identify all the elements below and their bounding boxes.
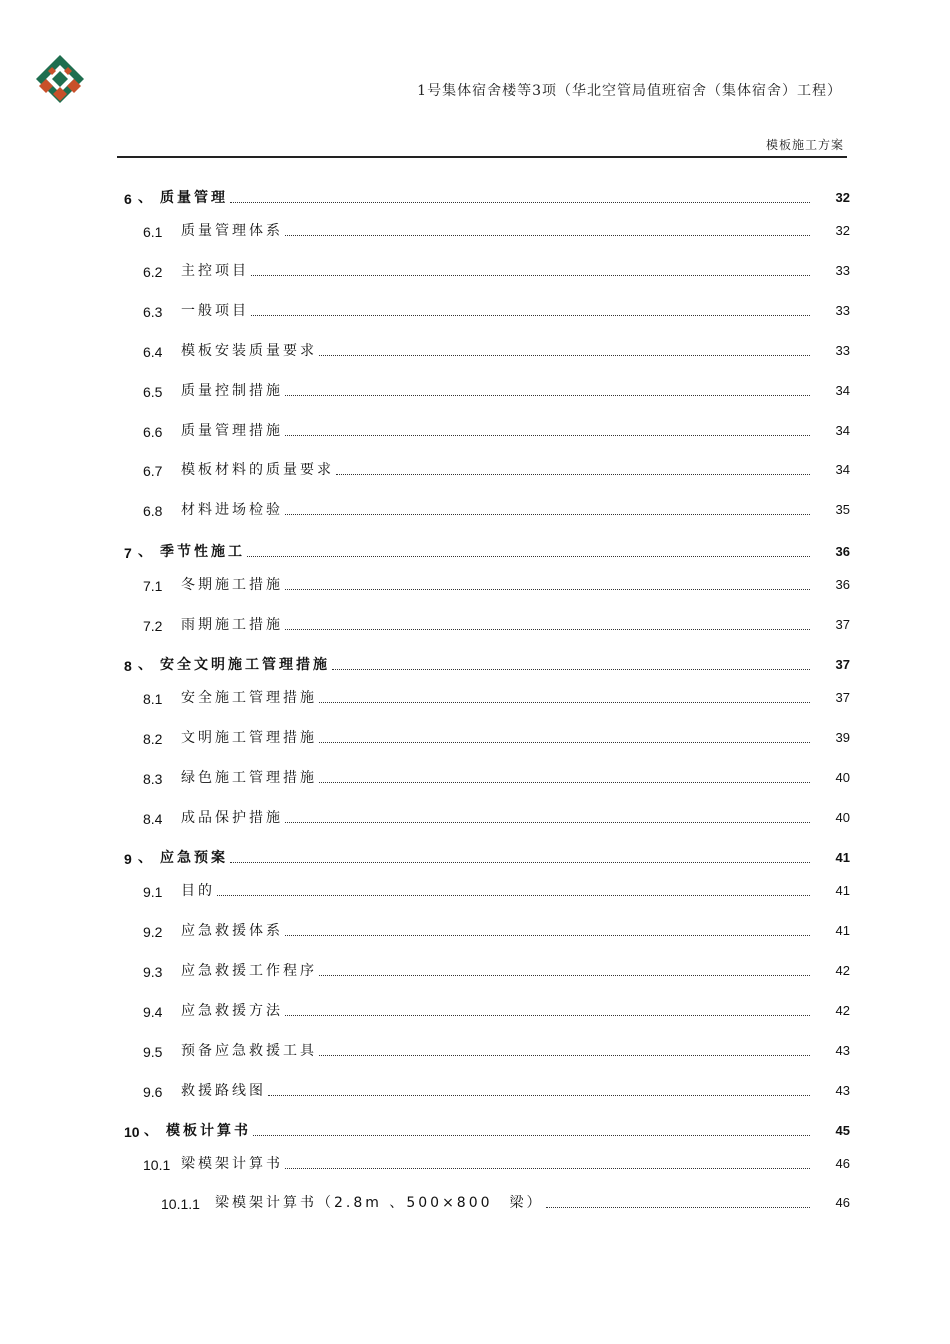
toc-entry-title: 预备应急救援工具 — [181, 1043, 317, 1059]
toc-entry-title: 应急救援体系 — [181, 923, 283, 939]
toc-entry-page: 39 — [835, 730, 850, 745]
company-logo-icon — [34, 53, 86, 105]
toc-entry-page: 43 — [835, 1083, 850, 1098]
toc-entry-title: 目的 — [181, 883, 215, 899]
toc-entry-page: 41 — [835, 883, 850, 898]
toc-entry-title: 主控项目 — [181, 263, 249, 279]
toc-entry[interactable] — [0, 845, 950, 867]
toc-entry-title: 材料进场检验 — [181, 502, 283, 518]
toc-entry[interactable] — [0, 457, 950, 479]
toc-entry[interactable] — [0, 378, 950, 400]
toc-entry-number: 6.8 — [143, 503, 163, 519]
toc-entry-page: 36 — [835, 544, 850, 559]
toc-entry[interactable] — [0, 918, 950, 940]
toc-entry-number: 9.5 — [143, 1044, 163, 1060]
toc-entry-page: 35 — [835, 502, 850, 517]
toc-entry-title: 质量控制措施 — [181, 383, 283, 399]
toc-entry-page: 42 — [835, 1003, 850, 1018]
toc-entry-title: 模板计算书 — [166, 1123, 251, 1139]
toc-entry-page: 42 — [835, 963, 850, 978]
toc-entry-number: 9 — [124, 851, 132, 867]
toc-entry[interactable] — [0, 765, 950, 787]
toc-entry-page: 34 — [835, 383, 850, 398]
toc-dot-leader — [285, 513, 810, 515]
toc-entry[interactable] — [0, 572, 950, 594]
toc-entry-number: 6 — [124, 191, 132, 207]
toc-entry[interactable] — [0, 338, 950, 360]
toc-entry-title: 质量管理体系 — [181, 223, 283, 239]
toc-entry-title: 安全施工管理措施 — [181, 690, 317, 706]
toc-entry-number: 7.1 — [143, 578, 163, 594]
toc-entry[interactable] — [0, 539, 950, 561]
toc-entry-title: 成品保护措施 — [181, 810, 283, 826]
toc-dot-leader — [285, 394, 810, 396]
toc-entry-title: 绿色施工管理措施 — [181, 770, 317, 786]
toc-entry[interactable] — [0, 1038, 950, 1060]
toc-entry[interactable] — [0, 998, 950, 1020]
toc-entry-page: 34 — [835, 462, 850, 477]
toc-entry-page: 37 — [835, 657, 850, 672]
toc-entry[interactable] — [0, 958, 950, 980]
toc-entry-number: 10.1 — [143, 1157, 171, 1173]
toc-entry-title: 一般项目 — [181, 303, 249, 319]
toc-entry-separator: 、 — [138, 657, 152, 673]
toc-entry-page: 41 — [835, 850, 850, 865]
toc-entry-separator: 、 — [138, 850, 152, 866]
toc-entry[interactable] — [0, 725, 950, 747]
toc-dot-leader — [285, 1167, 810, 1169]
toc-entry-number: 9.6 — [143, 1084, 163, 1100]
toc-entry-number: 6.4 — [143, 344, 163, 360]
toc-entry-title: 质量管理措施 — [181, 423, 283, 439]
toc-dot-leader — [319, 741, 810, 743]
toc-dot-leader — [546, 1206, 810, 1208]
toc-entry[interactable] — [0, 612, 950, 634]
toc-dot-leader — [319, 781, 810, 783]
toc-entry-page: 36 — [835, 577, 850, 592]
toc-entry[interactable] — [0, 418, 950, 440]
toc-entry-number: 7.2 — [143, 618, 163, 634]
toc-dot-leader — [285, 434, 810, 436]
toc-dot-leader — [285, 821, 810, 823]
toc-dot-leader — [253, 1134, 810, 1136]
toc-dot-leader — [285, 234, 810, 236]
toc-entry-title: 季节性施工 — [160, 544, 245, 560]
toc-entry[interactable] — [0, 298, 950, 320]
toc-dot-leader — [285, 628, 810, 630]
toc-entry-number: 6.5 — [143, 384, 163, 400]
toc-entry-page: 45 — [835, 1123, 850, 1138]
toc-entry-title: 应急预案 — [160, 850, 228, 866]
toc-entry-title: 梁模架计算书 — [181, 1156, 283, 1172]
toc-entry-page: 46 — [835, 1195, 850, 1210]
toc-entry-number: 6.6 — [143, 424, 163, 440]
toc-dot-leader — [251, 274, 810, 276]
toc-dot-leader — [319, 354, 810, 356]
toc-entry-number: 8 — [124, 658, 132, 674]
toc-dot-leader — [285, 934, 810, 936]
toc-dot-leader — [319, 974, 810, 976]
toc-entry-number: 9.1 — [143, 884, 163, 900]
toc-entry-page: 40 — [835, 770, 850, 785]
toc-entry-number: 8.2 — [143, 731, 163, 747]
toc-entry-number: 10.1.1 — [161, 1196, 200, 1212]
toc-entry-title: 应急救援方法 — [181, 1003, 283, 1019]
document-header-subtitle: 模板施工方案 — [765, 138, 844, 152]
toc-entry-number: 6.3 — [143, 304, 163, 320]
toc-entry[interactable] — [0, 218, 950, 240]
toc-entry-title: 模板材料的质量要求 — [181, 462, 334, 478]
toc-entry-page: 33 — [835, 343, 850, 358]
toc-entry-page: 37 — [835, 690, 850, 705]
toc-dot-leader — [332, 668, 810, 670]
toc-entry-page: 43 — [835, 1043, 850, 1058]
toc-entry-page: 32 — [835, 223, 850, 238]
toc-entry-separator: 、 — [144, 1123, 158, 1139]
toc-entry[interactable] — [0, 878, 950, 900]
toc-entry[interactable] — [0, 685, 950, 707]
toc-entry-title: 冬期施工措施 — [181, 577, 283, 593]
toc-entry-separator: 、 — [138, 190, 152, 206]
toc-dot-leader — [336, 473, 810, 475]
toc-entry-page: 40 — [835, 810, 850, 825]
toc-entry-title: 模板安装质量要求 — [181, 343, 317, 359]
toc-entry-page: 34 — [835, 423, 850, 438]
toc-entry-title: 救援路线图 — [181, 1083, 266, 1099]
toc-entry-number: 8.1 — [143, 691, 163, 707]
document-header-title: 1号集体宿舍楼等3项（华北空管局值班宿舍（集体宿舍）工程） — [417, 83, 842, 99]
header-divider — [117, 156, 847, 158]
toc-entry-title: 梁模架计算书（2.8m 、500×800 梁） — [215, 1195, 544, 1211]
toc-entry[interactable] — [0, 1151, 950, 1173]
toc-entry-page: 37 — [835, 617, 850, 632]
toc-entry-page: 33 — [835, 263, 850, 278]
toc-entry-page: 32 — [835, 190, 850, 205]
toc-entry-number: 9.3 — [143, 964, 163, 980]
toc-entry-number: 7 — [124, 545, 132, 561]
toc-entry-number: 8.3 — [143, 771, 163, 787]
toc-entry-title: 质量管理 — [160, 190, 228, 206]
toc-entry-page: 46 — [835, 1156, 850, 1171]
toc-entry[interactable] — [0, 1078, 950, 1100]
toc-dot-leader — [217, 894, 810, 896]
toc-dot-leader — [251, 314, 810, 316]
toc-entry-number: 8.4 — [143, 811, 163, 827]
toc-dot-leader — [285, 588, 810, 590]
toc-entry-number: 6.7 — [143, 463, 163, 479]
toc-entry[interactable] — [0, 185, 950, 207]
toc-dot-leader — [247, 555, 810, 557]
toc-entry-title: 文明施工管理措施 — [181, 730, 317, 746]
toc-dot-leader — [319, 1054, 810, 1056]
toc-entry-number: 6.1 — [143, 224, 163, 240]
toc-entry-page: 33 — [835, 303, 850, 318]
toc-entry-page: 41 — [835, 923, 850, 938]
toc-entry[interactable] — [0, 652, 950, 674]
toc-entry-number: 9.2 — [143, 924, 163, 940]
toc-entry-title: 应急救援工作程序 — [181, 963, 317, 979]
toc-dot-leader — [285, 1014, 810, 1016]
toc-entry-number: 6.2 — [143, 264, 163, 280]
toc-entry[interactable] — [0, 805, 950, 827]
toc-entry[interactable] — [0, 1190, 950, 1212]
toc-entry[interactable] — [0, 497, 950, 519]
toc-entry-number: 10 — [124, 1124, 140, 1140]
toc-dot-leader — [268, 1094, 810, 1096]
toc-entry[interactable] — [0, 258, 950, 280]
toc-entry-title: 雨期施工措施 — [181, 617, 283, 633]
toc-dot-leader — [319, 701, 810, 703]
toc-entry-title: 安全文明施工管理措施 — [160, 657, 330, 673]
toc-dot-leader — [230, 861, 810, 863]
toc-entry-number: 9.4 — [143, 1004, 163, 1020]
toc-entry[interactable] — [0, 1118, 950, 1140]
toc-dot-leader — [230, 201, 810, 203]
toc-entry-separator: 、 — [138, 544, 152, 560]
